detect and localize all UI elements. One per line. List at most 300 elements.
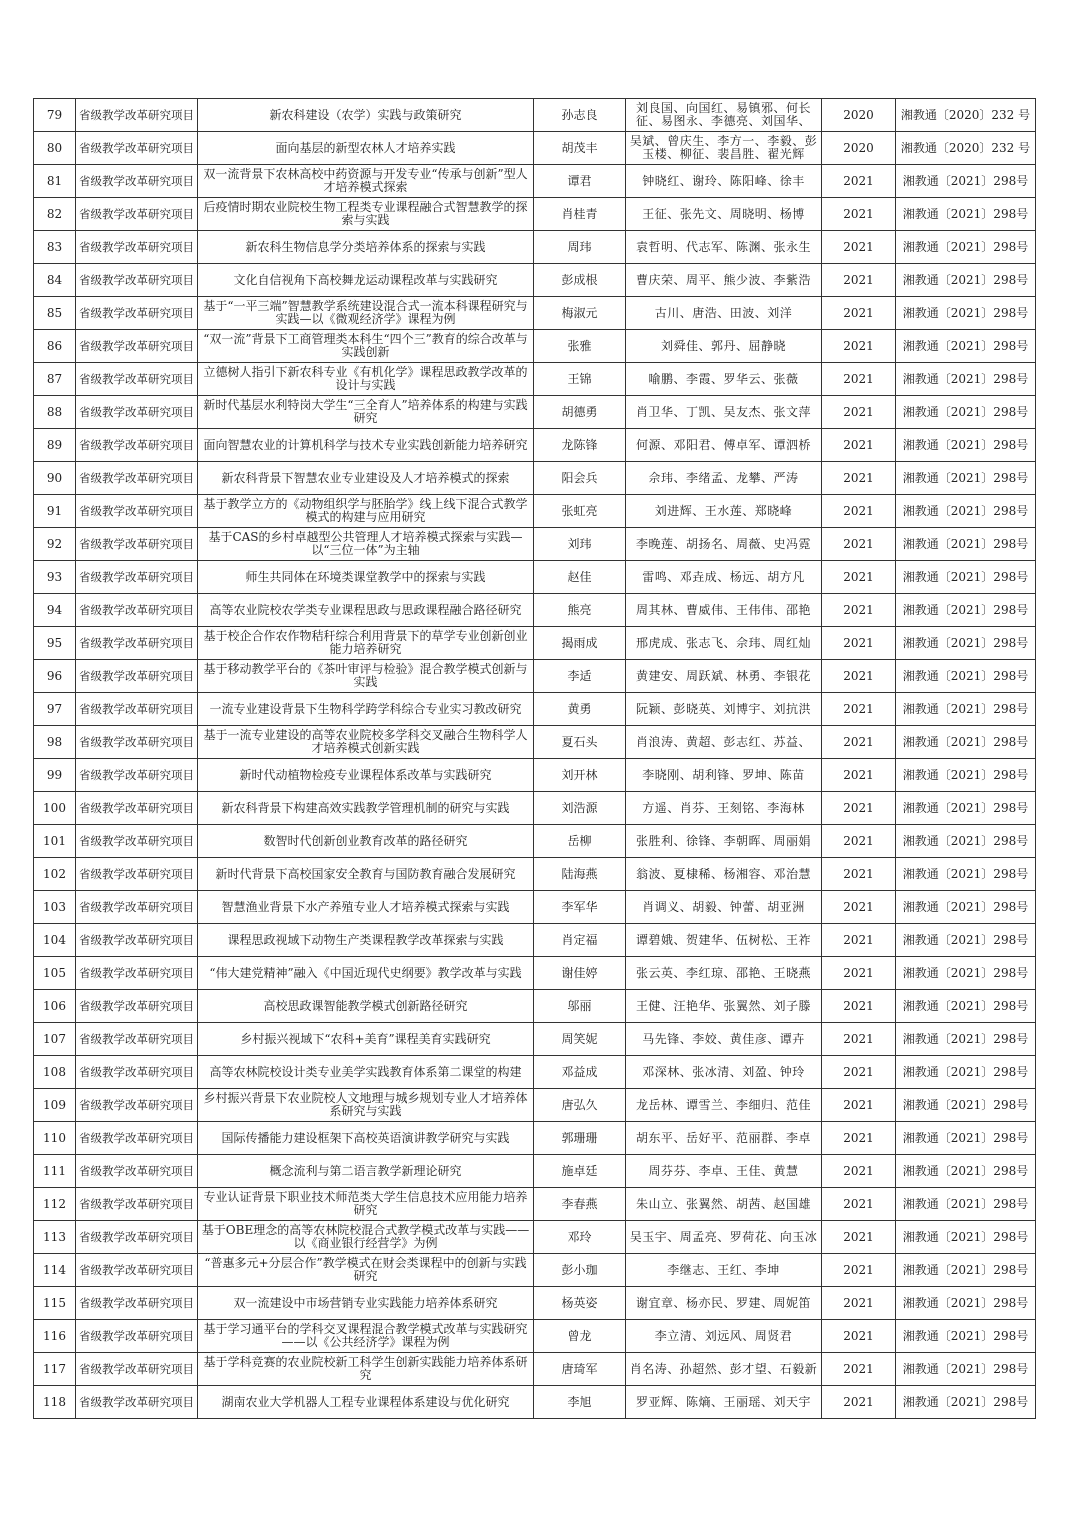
approval-document: 湘教通〔2021〕298号 xyxy=(896,1155,1036,1188)
project-title: 国际传播能力建设框架下高校英语演讲教学研究与实践 xyxy=(198,1122,534,1155)
project-leader: 刘开林 xyxy=(534,759,626,792)
row-number: 107 xyxy=(34,1023,76,1056)
row-number: 84 xyxy=(34,264,76,297)
project-title: 数智时代创新创业教育改革的路径研究 xyxy=(198,825,534,858)
table-row xyxy=(34,330,1036,363)
table-row xyxy=(34,528,1036,561)
project-year: 2021 xyxy=(822,726,896,759)
project-leader: 李适 xyxy=(534,660,626,693)
project-members: 张胜利、徐锋、李朝晖、周丽娟 xyxy=(626,825,822,858)
project-title: 新时代基层水利特岗大学生“三全育人”培养体系的构建与实践研究 xyxy=(198,396,534,429)
project-category: 省级教学改革研究项目 xyxy=(76,1386,198,1419)
project-title: 面向基层的新型农林人才培养实践 xyxy=(198,132,534,165)
project-year: 2021 xyxy=(822,858,896,891)
project-leader: 肖桂青 xyxy=(534,198,626,231)
project-leader: 王锦 xyxy=(534,363,626,396)
project-title: 基于OBE理念的高等农林院校混合式教学模式改革与实践——以《商业银行经营学》为例 xyxy=(198,1221,534,1254)
row-number: 92 xyxy=(34,528,76,561)
approval-document: 湘教通〔2021〕298号 xyxy=(896,462,1036,495)
approval-document: 湘教通〔2021〕298号 xyxy=(896,858,1036,891)
project-leader: 刘玮 xyxy=(534,528,626,561)
project-members: 周芬芬、李卓、王佳、黄慧 xyxy=(626,1155,822,1188)
approval-document: 湘教通〔2021〕298号 xyxy=(896,1188,1036,1221)
project-members: 何源、邓阳君、傅卓军、谭泗桥 xyxy=(626,429,822,462)
row-number: 90 xyxy=(34,462,76,495)
project-title: 基于学科竞赛的农业院校新工科学生创新实践能力培养体系研究 xyxy=(198,1353,534,1386)
project-title: 新农科背景下构建高效实践教学管理机制的研究与实践 xyxy=(198,792,534,825)
table-row xyxy=(34,297,1036,330)
row-number: 79 xyxy=(34,99,76,132)
row-number: 116 xyxy=(34,1320,76,1353)
approval-document: 湘教通〔2021〕298号 xyxy=(896,1023,1036,1056)
project-category: 省级教学改革研究项目 xyxy=(76,693,198,726)
project-category: 省级教学改革研究项目 xyxy=(76,495,198,528)
project-category: 省级教学改革研究项目 xyxy=(76,132,198,165)
project-year: 2021 xyxy=(822,957,896,990)
project-leader: 黄勇 xyxy=(534,693,626,726)
project-members: 肖卫华、丁凯、吴友杰、张文萍 xyxy=(626,396,822,429)
row-number: 83 xyxy=(34,231,76,264)
approval-document: 湘教通〔2021〕298号 xyxy=(896,1320,1036,1353)
row-number: 118 xyxy=(34,1386,76,1419)
project-category: 省级教学改革研究项目 xyxy=(76,1155,198,1188)
table-row xyxy=(34,957,1036,990)
project-leader: 彭成根 xyxy=(534,264,626,297)
project-category: 省级教学改革研究项目 xyxy=(76,330,198,363)
project-title: 湖南农业大学机器人工程专业课程体系建设与优化研究 xyxy=(198,1386,534,1419)
project-category: 省级教学改革研究项目 xyxy=(76,627,198,660)
project-category: 省级教学改革研究项目 xyxy=(76,561,198,594)
project-leader: 揭雨成 xyxy=(534,627,626,660)
project-members: 袁哲明、代志军、陈渊、张永生 xyxy=(626,231,822,264)
project-members: 王健、汪艳华、张翼然、刘子滕 xyxy=(626,990,822,1023)
project-members: 罗亚辉、陈熵、王丽瑶、刘天宇 xyxy=(626,1386,822,1419)
project-title: 新农科建设（农学）实践与政策研究 xyxy=(198,99,534,132)
table-row xyxy=(34,363,1036,396)
row-number: 86 xyxy=(34,330,76,363)
project-members: 马先锋、李姣、黄佳彦、谭卉 xyxy=(626,1023,822,1056)
row-number: 111 xyxy=(34,1155,76,1188)
approval-document: 湘教通〔2021〕298号 xyxy=(896,1287,1036,1320)
table-row xyxy=(34,99,1036,132)
project-category: 省级教学改革研究项目 xyxy=(76,891,198,924)
approval-document: 湘教通〔2021〕298号 xyxy=(896,726,1036,759)
project-category: 省级教学改革研究项目 xyxy=(76,1254,198,1287)
table-row xyxy=(34,561,1036,594)
project-table xyxy=(33,98,1036,1419)
project-year: 2021 xyxy=(822,660,896,693)
approval-document: 湘教通〔2021〕298号 xyxy=(896,264,1036,297)
project-leader: 肖定福 xyxy=(534,924,626,957)
project-members: 李立清、刘远风、周贤君 xyxy=(626,1320,822,1353)
table-row xyxy=(34,1221,1036,1254)
project-category: 省级教学改革研究项目 xyxy=(76,1023,198,1056)
approval-document: 湘教通〔2021〕298号 xyxy=(896,1221,1036,1254)
project-leader: 胡茂丰 xyxy=(534,132,626,165)
row-number: 115 xyxy=(34,1287,76,1320)
row-number: 89 xyxy=(34,429,76,462)
row-number: 87 xyxy=(34,363,76,396)
project-category: 省级教学改革研究项目 xyxy=(76,165,198,198)
project-members: 黄建安、周跃斌、林勇、李银花 xyxy=(626,660,822,693)
row-number: 85 xyxy=(34,297,76,330)
project-year: 2021 xyxy=(822,1155,896,1188)
project-members: 李继志、王红、李坤 xyxy=(626,1254,822,1287)
project-title: 乡村振兴视域下“农科+美育”课程美育实践研究 xyxy=(198,1023,534,1056)
approval-document: 湘教通〔2021〕298号 xyxy=(896,1056,1036,1089)
approval-document: 湘教通〔2021〕298号 xyxy=(896,660,1036,693)
approval-document: 湘教通〔2020〕232 号 xyxy=(896,99,1036,132)
row-number: 95 xyxy=(34,627,76,660)
project-category: 省级教学改革研究项目 xyxy=(76,858,198,891)
row-number: 98 xyxy=(34,726,76,759)
project-year: 2021 xyxy=(822,528,896,561)
project-members: 李晓刚、胡利锋、罗坤、陈苗 xyxy=(626,759,822,792)
project-members: 吴玉宇、周孟亮、罗荷花、向玉冰 xyxy=(626,1221,822,1254)
approval-document: 湘教通〔2021〕298号 xyxy=(896,627,1036,660)
project-title: 后疫情时期农业院校生物工程类专业课程融合式智慧教学的探索与实践 xyxy=(198,198,534,231)
approval-document: 湘教通〔2021〕298号 xyxy=(896,330,1036,363)
project-members: 雷鸣、邓垚成、杨远、胡方凡 xyxy=(626,561,822,594)
row-number: 93 xyxy=(34,561,76,594)
table-body xyxy=(34,99,1036,1419)
project-members: 胡东平、岳好平、范丽群、李卓 xyxy=(626,1122,822,1155)
project-title: 新农科背景下智慧农业专业建设及人才培养模式的探索 xyxy=(198,462,534,495)
table-row xyxy=(34,792,1036,825)
project-title: 双一流背景下农林高校中药资源与开发专业“传承与创新”型人才培养模式探索 xyxy=(198,165,534,198)
project-category: 省级教学改革研究项目 xyxy=(76,759,198,792)
project-members: 朱山立、张翼然、胡茜、赵国雄 xyxy=(626,1188,822,1221)
row-number: 80 xyxy=(34,132,76,165)
project-leader: 阳会兵 xyxy=(534,462,626,495)
project-year: 2021 xyxy=(822,1386,896,1419)
row-number: 113 xyxy=(34,1221,76,1254)
project-category: 省级教学改革研究项目 xyxy=(76,1056,198,1089)
project-members: 翁波、夏棣稀、杨湘容、邓治慧 xyxy=(626,858,822,891)
table-row xyxy=(34,1023,1036,1056)
project-title: 智慧渔业背景下水产养殖专业人才培养模式探索与实践 xyxy=(198,891,534,924)
table-row xyxy=(34,1353,1036,1386)
row-number: 104 xyxy=(34,924,76,957)
table-row xyxy=(34,264,1036,297)
project-members: 谢宜章、杨亦民、罗建、周妮笛 xyxy=(626,1287,822,1320)
row-number: 91 xyxy=(34,495,76,528)
project-title: 文化自信视角下高校舞龙运动课程改革与实践研究 xyxy=(198,264,534,297)
project-year: 2021 xyxy=(822,363,896,396)
row-number: 108 xyxy=(34,1056,76,1089)
row-number: 110 xyxy=(34,1122,76,1155)
project-category: 省级教学改革研究项目 xyxy=(76,99,198,132)
project-title: 新农科生物信息学分类培养体系的探索与实践 xyxy=(198,231,534,264)
row-number: 106 xyxy=(34,990,76,1023)
row-number: 101 xyxy=(34,825,76,858)
project-leader: 邬丽 xyxy=(534,990,626,1023)
project-members: 佘玮、李绪孟、龙攀、严涛 xyxy=(626,462,822,495)
table-row xyxy=(34,1287,1036,1320)
project-leader: 邓益成 xyxy=(534,1056,626,1089)
project-leader: 刘浩源 xyxy=(534,792,626,825)
project-year: 2021 xyxy=(822,792,896,825)
project-category: 省级教学改革研究项目 xyxy=(76,1320,198,1353)
table-row xyxy=(34,198,1036,231)
table-row xyxy=(34,924,1036,957)
approval-document: 湘教通〔2021〕298号 xyxy=(896,1089,1036,1122)
project-leader: 张虹亮 xyxy=(534,495,626,528)
project-leader: 唐弘久 xyxy=(534,1089,626,1122)
row-number: 96 xyxy=(34,660,76,693)
table-row xyxy=(34,594,1036,627)
table-row xyxy=(34,1089,1036,1122)
project-year: 2021 xyxy=(822,297,896,330)
approval-document: 湘教通〔2021〕298号 xyxy=(896,198,1036,231)
project-members: 龙岳林、谭雪兰、李细归、范佳 xyxy=(626,1089,822,1122)
project-leader: 施卓廷 xyxy=(534,1155,626,1188)
approval-document: 湘教通〔2021〕298号 xyxy=(896,957,1036,990)
project-title: 新时代动植物检疫专业课程体系改革与实践研究 xyxy=(198,759,534,792)
project-members: 谭碧娥、贺建华、伍树松、王祚 xyxy=(626,924,822,957)
project-year: 2020 xyxy=(822,99,896,132)
row-number: 109 xyxy=(34,1089,76,1122)
project-leader: 张雅 xyxy=(534,330,626,363)
row-number: 81 xyxy=(34,165,76,198)
project-category: 省级教学改革研究项目 xyxy=(76,1122,198,1155)
project-year: 2021 xyxy=(822,1353,896,1386)
approval-document: 湘教通〔2021〕298号 xyxy=(896,924,1036,957)
project-members: 喻鹏、李霞、罗华云、张薇 xyxy=(626,363,822,396)
project-members: 王征、张先文、周晓明、杨博 xyxy=(626,198,822,231)
project-title: 一流专业建设背景下生物科学跨学科综合专业实习教改研究 xyxy=(198,693,534,726)
project-year: 2021 xyxy=(822,330,896,363)
row-number: 103 xyxy=(34,891,76,924)
approval-document: 湘教通〔2021〕298号 xyxy=(896,1122,1036,1155)
project-year: 2021 xyxy=(822,1254,896,1287)
table-row xyxy=(34,660,1036,693)
project-title: 基于学习通平台的学科交叉课程混合教学模式改革与实践研究——以《公共经济学》课程为例 xyxy=(198,1320,534,1353)
project-leader: 夏石头 xyxy=(534,726,626,759)
project-year: 2021 xyxy=(822,1089,896,1122)
project-title: 乡村振兴背景下农业院校人文地理与城乡规划专业人才培养体系研究与实践 xyxy=(198,1089,534,1122)
project-category: 省级教学改革研究项目 xyxy=(76,1188,198,1221)
project-leader: 熊亮 xyxy=(534,594,626,627)
project-year: 2021 xyxy=(822,891,896,924)
approval-document: 湘教通〔2021〕298号 xyxy=(896,297,1036,330)
table-row xyxy=(34,1320,1036,1353)
project-title: 高校思政课智能教学模式创新路径研究 xyxy=(198,990,534,1023)
approval-document: 湘教通〔2021〕298号 xyxy=(896,1353,1036,1386)
row-number: 97 xyxy=(34,693,76,726)
row-number: 102 xyxy=(34,858,76,891)
row-number: 114 xyxy=(34,1254,76,1287)
project-leader: 周笑妮 xyxy=(534,1023,626,1056)
project-year: 2021 xyxy=(822,462,896,495)
project-title: 概念流利与第二语言教学新理论研究 xyxy=(198,1155,534,1188)
project-title: 立德树人指引下新农科专业《有机化学》课程思政教学改革的设计与实践 xyxy=(198,363,534,396)
project-year: 2021 xyxy=(822,1221,896,1254)
project-category: 省级教学改革研究项目 xyxy=(76,363,198,396)
table-row xyxy=(34,1386,1036,1419)
project-members: 刘舜佳、郭丹、屈静晓 xyxy=(626,330,822,363)
row-number: 105 xyxy=(34,957,76,990)
project-members: 吴斌、曾庆生、李方一、李毅、彭玉楼、柳征、裴昌胜、翟光辉 xyxy=(626,132,822,165)
approval-document: 湘教通〔2021〕298号 xyxy=(896,693,1036,726)
approval-document: 湘教通〔2021〕298号 xyxy=(896,990,1036,1023)
project-category: 省级教学改革研究项目 xyxy=(76,660,198,693)
row-number: 117 xyxy=(34,1353,76,1386)
project-year: 2021 xyxy=(822,429,896,462)
row-number: 82 xyxy=(34,198,76,231)
table-row xyxy=(34,693,1036,726)
project-year: 2021 xyxy=(822,1320,896,1353)
approval-document: 湘教通〔2021〕298号 xyxy=(896,363,1036,396)
project-title: 基于校企合作农作物秸秆综合利用背景下的草学专业创新创业能力培养研究 xyxy=(198,627,534,660)
project-members: 阮颖、彭晓英、刘博宇、刘抗洪 xyxy=(626,693,822,726)
project-leader: 唐琦军 xyxy=(534,1353,626,1386)
project-year: 2021 xyxy=(822,759,896,792)
project-leader: 龙陈锋 xyxy=(534,429,626,462)
table-row xyxy=(34,825,1036,858)
project-members: 李晚莲、胡扬名、周薇、史冯霓 xyxy=(626,528,822,561)
project-members: 周其林、曹威伟、王伟伟、邵艳 xyxy=(626,594,822,627)
project-title: 师生共同体在环境类课堂教学中的探索与实践 xyxy=(198,561,534,594)
project-title: 基于移动教学平台的《茶叶审评与检验》混合教学模式创新与实践 xyxy=(198,660,534,693)
project-members: 肖浪涛、黄超、彭志红、苏益、 xyxy=(626,726,822,759)
project-year: 2021 xyxy=(822,396,896,429)
project-members: 古川、唐浩、田波、刘洋 xyxy=(626,297,822,330)
project-year: 2021 xyxy=(822,264,896,297)
table-row xyxy=(34,891,1036,924)
row-number: 100 xyxy=(34,792,76,825)
table-row xyxy=(34,1254,1036,1287)
project-title: 面向智慧农业的计算机科学与技术专业实践创新能力培养研究 xyxy=(198,429,534,462)
project-title: 双一流建设中市场营销专业实践能力培养体系研究 xyxy=(198,1287,534,1320)
project-title: 基于“一平三端”智慧教学系统建设混合式一流本科课程研究与实践—以《微观经济学》课程为例 xyxy=(198,297,534,330)
approval-document: 湘教通〔2021〕298号 xyxy=(896,891,1036,924)
approval-document: 湘教通〔2021〕298号 xyxy=(896,1254,1036,1287)
approval-document: 湘教通〔2021〕298号 xyxy=(896,792,1036,825)
project-year: 2021 xyxy=(822,594,896,627)
project-title: “伟大建党精神”融入《中国近现代史纲要》教学改革与实践 xyxy=(198,957,534,990)
project-year: 2021 xyxy=(822,1023,896,1056)
table-row xyxy=(34,132,1036,165)
project-category: 省级教学改革研究项目 xyxy=(76,990,198,1023)
project-year: 2021 xyxy=(822,990,896,1023)
table-row xyxy=(34,990,1036,1023)
approval-document: 湘教通〔2021〕298号 xyxy=(896,825,1036,858)
project-leader: 谢佳婷 xyxy=(534,957,626,990)
project-leader: 李旭 xyxy=(534,1386,626,1419)
table-row xyxy=(34,1122,1036,1155)
project-year: 2021 xyxy=(822,198,896,231)
project-category: 省级教学改革研究项目 xyxy=(76,792,198,825)
project-title: 基于教学立方的《动物组织学与胚胎学》线上线下混合式教学模式的构建与应用研究 xyxy=(198,495,534,528)
project-category: 省级教学改革研究项目 xyxy=(76,1353,198,1386)
project-category: 省级教学改革研究项目 xyxy=(76,429,198,462)
project-members: 肖名涛、孙超然、彭才望、石毅新 xyxy=(626,1353,822,1386)
project-category: 省级教学改革研究项目 xyxy=(76,528,198,561)
project-year: 2020 xyxy=(822,132,896,165)
project-leader: 彭小珈 xyxy=(534,1254,626,1287)
table-row xyxy=(34,858,1036,891)
project-leader: 赵佳 xyxy=(534,561,626,594)
row-number: 99 xyxy=(34,759,76,792)
project-year: 2021 xyxy=(822,924,896,957)
project-leader: 李春燕 xyxy=(534,1188,626,1221)
approval-document: 湘教通〔2021〕298号 xyxy=(896,594,1036,627)
project-category: 省级教学改革研究项目 xyxy=(76,462,198,495)
project-leader: 邓玲 xyxy=(534,1221,626,1254)
project-title: 专业认证背景下职业技术师范类大学生信息技术应用能力培养研究 xyxy=(198,1188,534,1221)
row-number: 112 xyxy=(34,1188,76,1221)
approval-document: 湘教通〔2020〕232 号 xyxy=(896,132,1036,165)
project-year: 2021 xyxy=(822,627,896,660)
project-title: 高等农业院校农学类专业课程思政与思政课程融合路径研究 xyxy=(198,594,534,627)
approval-document: 湘教通〔2021〕298号 xyxy=(896,759,1036,792)
approval-document: 湘教通〔2021〕298号 xyxy=(896,495,1036,528)
project-leader: 周玮 xyxy=(534,231,626,264)
project-title: “普惠多元+分层合作”教学模式在财会类课程中的创新与实践研究 xyxy=(198,1254,534,1287)
project-category: 省级教学改革研究项目 xyxy=(76,396,198,429)
project-leader: 岳柳 xyxy=(534,825,626,858)
project-category: 省级教学改革研究项目 xyxy=(76,594,198,627)
project-title: 基于一流专业建设的高等农业院校多学科交叉融合生物科学人才培养模式创新实践 xyxy=(198,726,534,759)
project-title: 基于CAS的乡村卓越型公共管理人才培养模式探索与实践—以“三位一体”为主轴 xyxy=(198,528,534,561)
project-members: 钟晓红、谢玲、陈阳峰、徐丰 xyxy=(626,165,822,198)
row-number: 88 xyxy=(34,396,76,429)
project-members: 刘进辉、王水莲、郑晓峰 xyxy=(626,495,822,528)
project-title: “双一流”背景下工商管理类本科生“四个三”教育的综合改革与实践创新 xyxy=(198,330,534,363)
approval-document: 湘教通〔2021〕298号 xyxy=(896,1386,1036,1419)
project-category: 省级教学改革研究项目 xyxy=(76,957,198,990)
project-members: 曹庆荣、周平、熊少波、李紫浩 xyxy=(626,264,822,297)
table-row xyxy=(34,396,1036,429)
project-category: 省级教学改革研究项目 xyxy=(76,297,198,330)
project-category: 省级教学改革研究项目 xyxy=(76,825,198,858)
project-leader: 曾龙 xyxy=(534,1320,626,1353)
project-leader: 孙志良 xyxy=(534,99,626,132)
project-leader: 陆海燕 xyxy=(534,858,626,891)
table-row xyxy=(34,726,1036,759)
project-year: 2021 xyxy=(822,1287,896,1320)
project-category: 省级教学改革研究项目 xyxy=(76,726,198,759)
project-year: 2021 xyxy=(822,231,896,264)
project-year: 2021 xyxy=(822,1188,896,1221)
project-year: 2021 xyxy=(822,825,896,858)
project-leader: 郭珊珊 xyxy=(534,1122,626,1155)
table-row xyxy=(34,759,1036,792)
table-row xyxy=(34,627,1036,660)
approval-document: 湘教通〔2021〕298号 xyxy=(896,231,1036,264)
table-row xyxy=(34,1155,1036,1188)
table-row xyxy=(34,462,1036,495)
row-number: 94 xyxy=(34,594,76,627)
table-row xyxy=(34,495,1036,528)
project-members: 邓深林、张冰清、刘盈、钟玲 xyxy=(626,1056,822,1089)
project-year: 2021 xyxy=(822,165,896,198)
table-row xyxy=(34,165,1036,198)
project-title: 课程思政视域下动物生产类课程教学改革探索与实践 xyxy=(198,924,534,957)
project-title: 高等农林院校设计类专业美学实践教育体系第二课堂的构建 xyxy=(198,1056,534,1089)
project-year: 2021 xyxy=(822,1056,896,1089)
approval-document: 湘教通〔2021〕298号 xyxy=(896,165,1036,198)
project-leader: 李军华 xyxy=(534,891,626,924)
table-row xyxy=(34,1056,1036,1089)
project-category: 省级教学改革研究项目 xyxy=(76,924,198,957)
project-category: 省级教学改革研究项目 xyxy=(76,1221,198,1254)
project-category: 省级教学改革研究项目 xyxy=(76,198,198,231)
project-members: 方遥、肖芬、王刻铭、李海林 xyxy=(626,792,822,825)
approval-document: 湘教通〔2021〕298号 xyxy=(896,396,1036,429)
approval-document: 湘教通〔2021〕298号 xyxy=(896,429,1036,462)
